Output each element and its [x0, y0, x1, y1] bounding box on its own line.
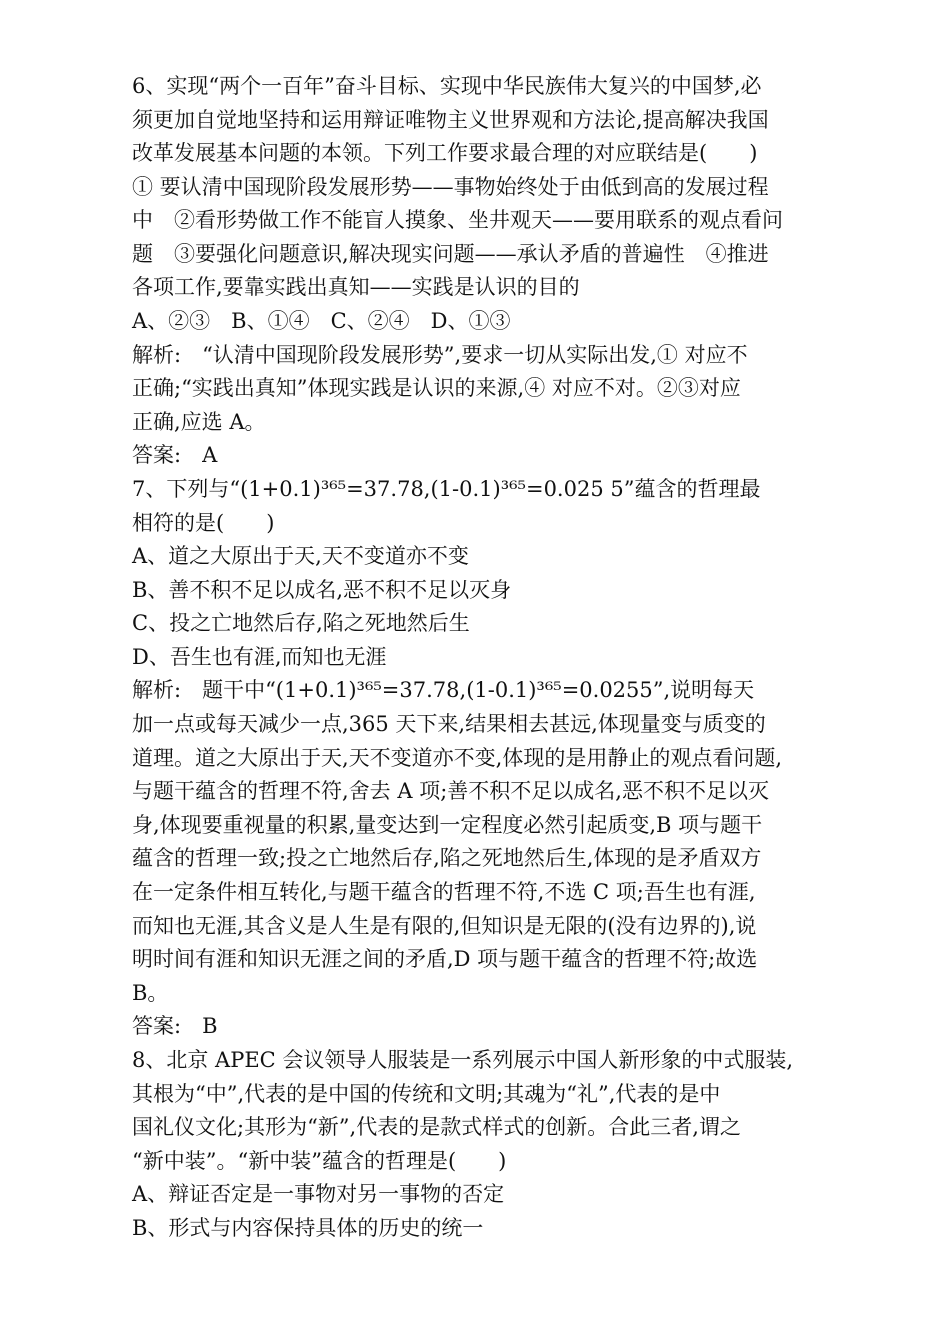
text-line: 正确;“实践出真知”体现实践是认识的来源,④ 对应不对。②③对应: [132, 376, 741, 400]
text-line: 答案: A: [132, 443, 218, 467]
text-line: 答案: B: [132, 1014, 218, 1038]
text-line: 与题干蕴含的哲理不符,舍去 A 项;善不积不足以成名,恶不积不足以灭: [132, 779, 769, 803]
text-line: B、善不积不足以成名,恶不积不足以灭身: [132, 578, 512, 602]
text-line: 加一点或每天减少一点,365 天下来,结果相去甚远,体现量变与质变的: [132, 712, 766, 736]
text-line: 国礼仪文化;其形为“新”,代表的是款式样式的创新。合此三者,谓之: [132, 1115, 741, 1139]
text-line: 在一定条件相互转化,与题干蕴含的哲理不符,不选 C 项;吾生也有涯,: [132, 880, 756, 904]
text-line: 相符的是( ): [132, 511, 275, 535]
text-line: 改革发展基本问题的本领。下列工作要求最合理的对应联结是( ): [132, 141, 758, 165]
text-line: “新中装”。“新中装”蕴含的哲理是( ): [132, 1149, 507, 1173]
text-line: C、投之亡地然后存,陷之死地然后生: [132, 611, 470, 635]
text-line: 解析: 题干中“(1+0.1)³⁶⁵=37.78,(1-0.1)³⁶⁵=0.0255”,说明每天: [132, 678, 755, 702]
text-line: B、形式与内容保持具体的历史的统一: [132, 1216, 484, 1240]
text-line: 8、北京 APEC 会议领导人服装是一系列展示中国人新形象的中式服装,: [132, 1048, 794, 1072]
text-line: 蕴含的哲理一致;投之亡地然后存,陷之死地然后生,体现的是矛盾双方: [132, 846, 762, 870]
text-line: 各项工作,要靠实践出真知——实践是认识的目的: [132, 275, 580, 299]
text-line: ① 要认清中国现阶段发展形势——事物始终处于由低到高的发展过程: [132, 175, 769, 199]
text-line: 7、下列与“(1+0.1)³⁶⁵=37.78,(1-0.1)³⁶⁵=0.025 5”蕴含的哲理最: [132, 477, 761, 501]
text-line: 明时间有涯和知识无涯之间的矛盾,D 项与题干蕴含的哲理不符;故选: [132, 947, 758, 971]
text-line: A、辩证否定是一事物对另一事物的否定: [132, 1182, 505, 1206]
text-line: B。: [132, 981, 169, 1005]
text-line: 道理。道之大原出于天,天不变道亦不变,体现的是用静止的观点看问题,: [132, 746, 783, 770]
text-line: 6、实现“两个一百年”奋斗目标、实现中华民族伟大复兴的中国梦,必: [132, 74, 762, 98]
text-line: 中 ②看形势做工作不能盲人摸象、坐井观天——要用联系的观点看问: [132, 208, 783, 232]
text-line: 须更加自觉地坚持和运用辩证唯物主义世界观和方法论,提高解决我国: [132, 108, 769, 132]
text-line: 正确,应选 A。: [132, 410, 266, 434]
text-line: 身,体现要重视量的积累,量变达到一定程度必然引起质变,B 项与题干: [132, 813, 763, 837]
text-line: 而知也无涯,其含义是人生是有限的,但知识是无限的(没有边界的),说: [132, 914, 757, 938]
text-line: A、②③ B、①④ C、②④ D、①③: [132, 309, 511, 333]
text-line: D、吾生也有涯,而知也无涯: [132, 645, 387, 669]
text-line: 其根为“中”,代表的是中国的传统和文明;其魂为“礼”,代表的是中: [132, 1082, 721, 1106]
text-line: A、道之大原出于天,天不变道亦不变: [132, 544, 469, 568]
text-line: 题 ③要强化问题意识,解决现实问题——承认矛盾的普遍性 ④推进: [132, 242, 769, 266]
text-line: 解析: “认清中国现阶段发展形势”,要求一切从实际出发,① 对应不: [132, 343, 748, 367]
